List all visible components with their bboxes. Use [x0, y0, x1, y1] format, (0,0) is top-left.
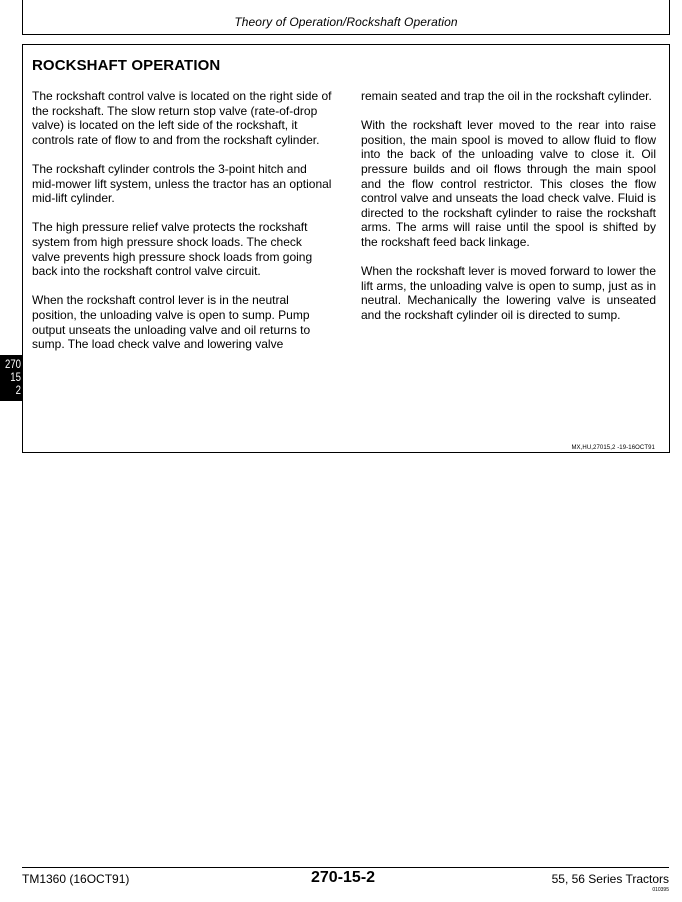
footer-manual-id: TM1360 (16OCT91) — [22, 872, 130, 886]
footer-divider — [22, 867, 669, 868]
footer-print-code: 010395 — [652, 887, 669, 893]
section-tab — [0, 355, 22, 401]
content-frame — [22, 44, 670, 453]
left-column — [32, 89, 332, 366]
paragraph: The high pressure relief valve protects the rockshaft system from high pressure shock loads. The check valve prevents high pressure shock loads from going back into the rockshaft control valve circuit. — [32, 220, 313, 279]
footer-page-number: 270-15-2 — [311, 869, 376, 886]
paragraph: The rockshaft cylinder controls the 3-point hitch and mid-mower lift system, unless the tractor has an optional mid-lift cylinder. — [32, 161, 332, 206]
reference-code: MX,HU,27015,2 -19-16OCT91 — [571, 445, 655, 451]
right-column — [361, 89, 656, 337]
paragraph: With the rockshaft lever moved to the rear into raise position, the main spool is moved to allow fluid to flow into the back of the unloading valve to close it. Oil pressure builds and oil flows through the main spool and the flow control restrictor. This closes the flow control valve and unseats the load check valve. Fluid is directed to the rockshaft cylinder to raise the rockshaft arms. The arms will raise until the spool is shifted by the rockshaft feed back linkage. — [361, 118, 656, 249]
paragraph: When the rockshaft control lever is in the neutral position, the unloading valve is open to sump. Pump output unseats the unloading valve and oil returns to sump. The load check valve and lowering valve — [32, 293, 311, 352]
paragraph: remain seated and trap the oil in the rockshaft cylinder. — [361, 89, 652, 103]
paragraph: The rockshaft control valve is located on the right side of the rockshaft. The slow return stop valve (rate-of-drop valve) is located on the left side of the rockshaft, it controls rate of flow to and from the rockshaft cylinder. — [32, 89, 332, 147]
footer-product: 55, 56 Series Tractors — [551, 872, 669, 886]
running-header-title: Theory of Operation/Rockshaft Operation — [234, 15, 458, 29]
section-tab-line: 15 — [10, 370, 21, 384]
section-title: ROCKSHAFT OPERATION — [32, 57, 221, 74]
section-tab-line: 2 — [15, 383, 21, 397]
running-header — [22, 0, 670, 35]
section-tab-line: 270 — [4, 357, 22, 371]
paragraph: When the rockshaft lever is moved forward to lower the lift arms, the unloading valve is open to sump, just as in neutral. Mechanically the lowering valve is unseated and the rockshaft cylinder oil is directed to sump. — [361, 264, 656, 322]
